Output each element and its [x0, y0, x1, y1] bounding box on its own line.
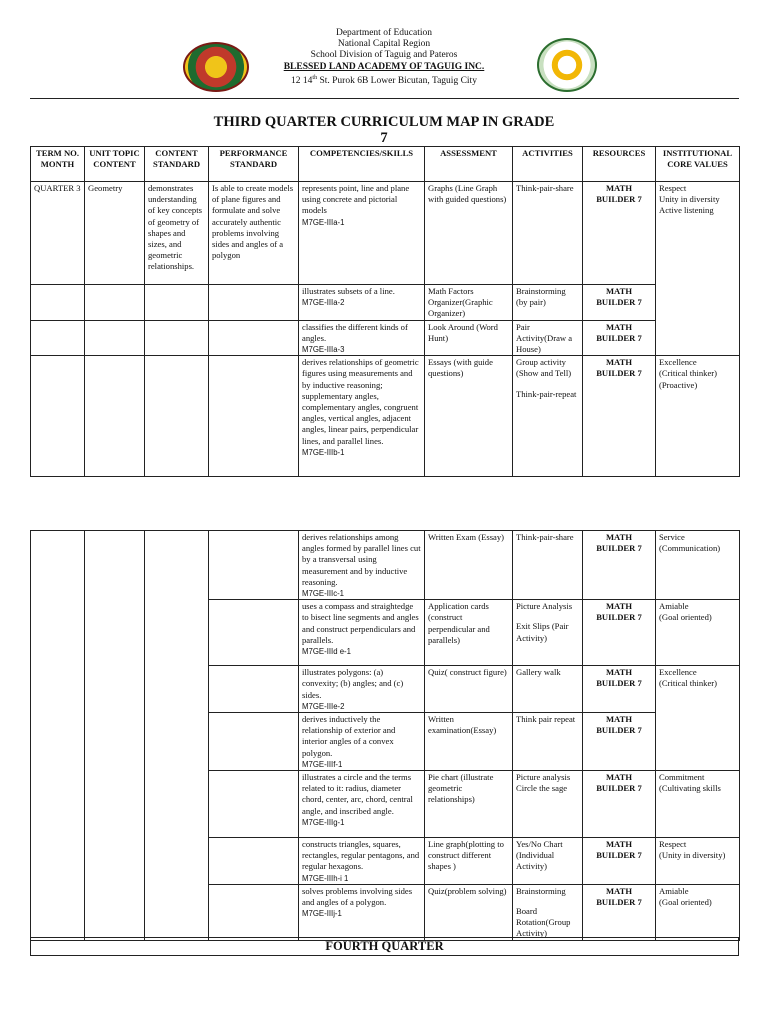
region-line: National Capital Region — [337, 39, 431, 50]
core-values-cell — [656, 771, 740, 838]
resource-cell: MATH BUILDER 7 — [583, 838, 656, 885]
competency-text: derives inductively the relationship of exterior and interior angles of a convex polygon. — [302, 714, 396, 758]
assessment-cell: Application cards (construct perpendicular and parallels) — [425, 600, 513, 666]
empty-cell — [209, 713, 299, 771]
activity-text: Brainstorming (by pair) — [516, 286, 566, 308]
competency-text: classifies the different kinds of angles. — [302, 321, 408, 343]
resource-cell: MATH BUILDER 7 — [583, 600, 656, 666]
core-value: Excellence — [659, 667, 697, 678]
core-value: Amiable — [659, 885, 689, 896]
table-row — [31, 320, 740, 356]
core-value: (Cultivating skills — [659, 783, 721, 794]
competency-code: M7GE-IIIj-1 — [302, 909, 342, 919]
activity-text: Pair Activity(Draw a House) — [516, 321, 573, 355]
core-value: Unity in diversity — [659, 194, 720, 205]
competency-code: M7GE-IIIb-1 — [302, 447, 345, 457]
school-seal-logo — [183, 42, 249, 92]
title-grade: 7 — [380, 130, 388, 146]
activities-cell — [513, 531, 583, 600]
empty-cell — [209, 884, 299, 940]
competency-code: M7GE-IIIa-1 — [302, 217, 345, 227]
empty-cell — [85, 531, 145, 941]
activity-text: Yes/No Chart (Individual Activity) — [516, 839, 563, 872]
activity-text: Think pair repeat — [516, 714, 576, 725]
activities-cell — [513, 600, 583, 666]
assessment-cell: Written Exam (Essay) — [425, 531, 513, 600]
activities-cell — [513, 182, 583, 285]
activity-text: Gallery walk — [516, 667, 561, 678]
table-row — [31, 356, 740, 477]
core-value: (Proactive) — [659, 379, 698, 390]
core-value: Respect — [659, 183, 687, 193]
competency-code: M7GE-IIIa-3 — [302, 345, 345, 355]
resource-cell: MATH BUILDER 7 — [583, 531, 656, 600]
activity-text: Group activity (Show and Tell) — [516, 357, 572, 379]
activity-text: Picture Analysis — [516, 601, 573, 612]
empty-cell — [209, 285, 299, 321]
assessment-cell: Quiz(problem solving) — [425, 884, 513, 940]
empty-cell — [209, 838, 299, 885]
resource-cell: MATH BUILDER 7 — [583, 320, 656, 356]
competency-text: represents point, line and plane using concrete and pictorial models — [302, 183, 410, 216]
department-line: Department of Education — [335, 28, 433, 38]
core-values-cell — [656, 884, 740, 940]
empty-cell — [31, 285, 85, 321]
competency-code: M7GE-IIIe-2 — [302, 701, 345, 711]
empty-cell — [209, 771, 299, 838]
competency-text: solves problems involving sides and angles of a polygon. — [302, 885, 413, 908]
competency-code: M7GE-IIIf-1 — [302, 759, 343, 769]
resource-cell: MATH BUILDER 7 — [583, 182, 656, 285]
empty-cell — [31, 531, 85, 941]
resource-cell: MATH BUILDER 7 — [583, 771, 656, 838]
empty-cell — [209, 666, 299, 713]
core-values-cell — [656, 182, 740, 356]
competency-text: uses a compass and straightedge to bisect line segments and angles and construct perpendiculars and parallels. — [302, 601, 419, 645]
competency-code: M7GE-IIIh-i 1 — [302, 873, 349, 883]
unit-cell: Geometry — [85, 182, 145, 285]
activity-text: Brainstorming — [516, 885, 566, 896]
core-value: (Critical thinker) — [659, 678, 717, 689]
header-assessment: ASSESSMENT — [425, 147, 513, 182]
competency-cell — [299, 666, 425, 713]
core-value: (Goal oriented) — [659, 897, 712, 908]
core-value: (Unity in diversity) — [659, 850, 726, 861]
empty-cell — [209, 356, 299, 477]
competency-code: M7GE-IIId e-1 — [302, 647, 351, 657]
assessment-cell: Pie chart (illustrate geometric relationships) — [425, 771, 513, 838]
header-competencies: COMPETENCIES/SKILLS — [299, 147, 425, 182]
content-standard-cell: demonstrates understanding of key concepts of geometry of shapes and sizes, and geometric relationships. — [145, 182, 209, 285]
term-cell: QUARTER 3 — [31, 182, 85, 285]
core-values-cell — [656, 600, 740, 666]
activity-text: Board Rotation(Group Activity) — [516, 906, 571, 939]
core-value: (Goal oriented) — [659, 612, 712, 623]
activities-cell — [513, 285, 583, 321]
resource-cell: MATH BUILDER 7 — [583, 666, 656, 713]
header-performance-standard: PERFORMANCE STANDARD — [209, 147, 299, 182]
assessment-cell: Line graph(plotting to construct different shapes ) — [425, 838, 513, 885]
empty-cell — [31, 320, 85, 356]
performance-standard-cell: Is able to create models of plane figures and formulate and solve accurately authentic problems involving sides and angles of a polygon — [209, 182, 299, 285]
curriculum-table-2 — [30, 530, 740, 941]
core-value: (Communication) — [659, 543, 721, 554]
activities-cell — [513, 838, 583, 885]
competency-code: M7GE-IIIg-1 — [302, 817, 345, 827]
resource-cell: MATH BUILDER 7 — [583, 884, 656, 940]
empty-cell — [209, 320, 299, 356]
competency-code: M7GE-IIIc-1 — [302, 589, 345, 599]
activity-text: Think-pair-share — [516, 183, 574, 193]
table-row — [31, 182, 740, 285]
resource-cell: MATH BUILDER 7 — [583, 285, 656, 321]
assessment-cell: Graphs (Line Graph with guided questions) — [425, 182, 513, 285]
empty-cell — [85, 320, 145, 356]
table-row — [31, 285, 740, 321]
competency-cell — [299, 771, 425, 838]
resource-cell: MATH BUILDER 7 — [583, 713, 656, 771]
competency-cell — [299, 713, 425, 771]
header-activities: ACTIVITIES — [513, 147, 583, 182]
header-resources: RESOURCES — [583, 147, 656, 182]
competency-text: derives relationships among angles formed by parallel lines cut by a transversal using measurement and by inductive reasoning. — [302, 532, 421, 587]
activities-cell — [513, 666, 583, 713]
core-value: Excellence — [659, 357, 697, 368]
city-seal-logo — [537, 38, 597, 92]
competency-text: illustrates subsets of a line. — [302, 286, 395, 296]
core-value: (Critical thinker) — [659, 368, 717, 379]
assessment-cell: Math Factors Organizer(Graphic Organizer) — [425, 285, 513, 321]
core-value: Amiable — [659, 601, 689, 612]
core-values-cell — [656, 356, 740, 477]
assessment-cell: Written examination(Essay) — [425, 713, 513, 771]
header-content-standard: CONTENT STANDARD — [145, 147, 209, 182]
competency-cell — [299, 600, 425, 666]
empty-cell — [85, 356, 145, 477]
empty-cell — [145, 356, 209, 477]
empty-cell — [209, 531, 299, 600]
division-line: School Division of Taguig and Pateros — [310, 50, 458, 61]
core-values-cell — [656, 838, 740, 885]
core-value: Respect — [659, 839, 687, 850]
competency-text: derives relationships of geometric figures using measurements and by inductive reasoning; supplementary angles, complementary angles, congruent angles, vertical angles, adjacent angles, linear pairs, perpendicular lines, and parallel lines. — [302, 357, 419, 446]
curriculum-table-1 — [30, 146, 740, 477]
empty-cell — [145, 531, 209, 941]
assessment-cell: Look Around (Word Hunt) — [425, 320, 513, 356]
competency-text: illustrates a circle and the terms related to it: radius, diameter chord, center, arc, chord, central angle, and inscribed angle. — [302, 772, 413, 816]
competency-cell — [299, 838, 425, 885]
activities-cell — [513, 356, 583, 477]
document-header — [0, 28, 768, 87]
header-divider — [30, 98, 739, 99]
competency-cell — [299, 182, 425, 285]
core-value: Active listening — [659, 205, 714, 216]
empty-cell — [31, 356, 85, 477]
core-value: Commitment — [659, 772, 705, 783]
competency-cell — [299, 320, 425, 356]
core-values-cell — [656, 666, 740, 771]
resource-cell: MATH BUILDER 7 — [583, 356, 656, 477]
assessment-cell: Essays (with guide questions) — [425, 356, 513, 477]
header-core-values: INSTITUTIONAL CORE VALUES — [656, 147, 740, 182]
competency-text: constructs triangles, squares, rectangles, regular pentagons, and regular hexagons. — [302, 839, 420, 872]
competency-cell — [299, 285, 425, 321]
activities-cell — [513, 320, 583, 356]
fourth-quarter-heading: FOURTH QUARTER — [30, 937, 739, 956]
activities-cell — [513, 771, 583, 838]
title-line: THIRD QUARTER CURRICULUM MAP IN GRADE — [213, 114, 555, 130]
core-value: Service — [659, 532, 685, 542]
core-values-cell — [656, 531, 740, 600]
empty-cell — [145, 285, 209, 321]
activities-cell — [513, 713, 583, 771]
competency-text: illustrates polygons: (a) convexity; (b) angles; and (c) sides. — [302, 667, 404, 700]
school-address: 12 14th St. Purok 6B Lower Bicutan, Taguig City — [291, 74, 477, 86]
table-row — [31, 531, 740, 600]
activity-text: Think-pair-repeat — [516, 388, 577, 399]
competency-cell — [299, 356, 425, 477]
activities-cell — [513, 884, 583, 940]
empty-cell — [209, 600, 299, 666]
competency-cell — [299, 531, 425, 600]
competency-code: M7GE-IIIa-2 — [302, 298, 345, 308]
competency-cell — [299, 884, 425, 940]
school-name: BLESSED LAND ACADEMY OF TAGUIG INC. — [283, 61, 485, 72]
activity-text: Picture analysis Circle the sage — [516, 772, 571, 794]
activity-text: Think-pair-share — [516, 532, 574, 542]
header-unit: UNIT TOPIC CONTENT — [85, 147, 145, 182]
assessment-cell: Quiz( construct figure) — [425, 666, 513, 713]
empty-cell — [85, 285, 145, 321]
page-title — [0, 114, 768, 146]
empty-cell — [145, 320, 209, 356]
header-term: TERM NO. MONTH — [31, 147, 85, 182]
activity-text: Exit Slips (Pair Activity) — [516, 621, 569, 643]
